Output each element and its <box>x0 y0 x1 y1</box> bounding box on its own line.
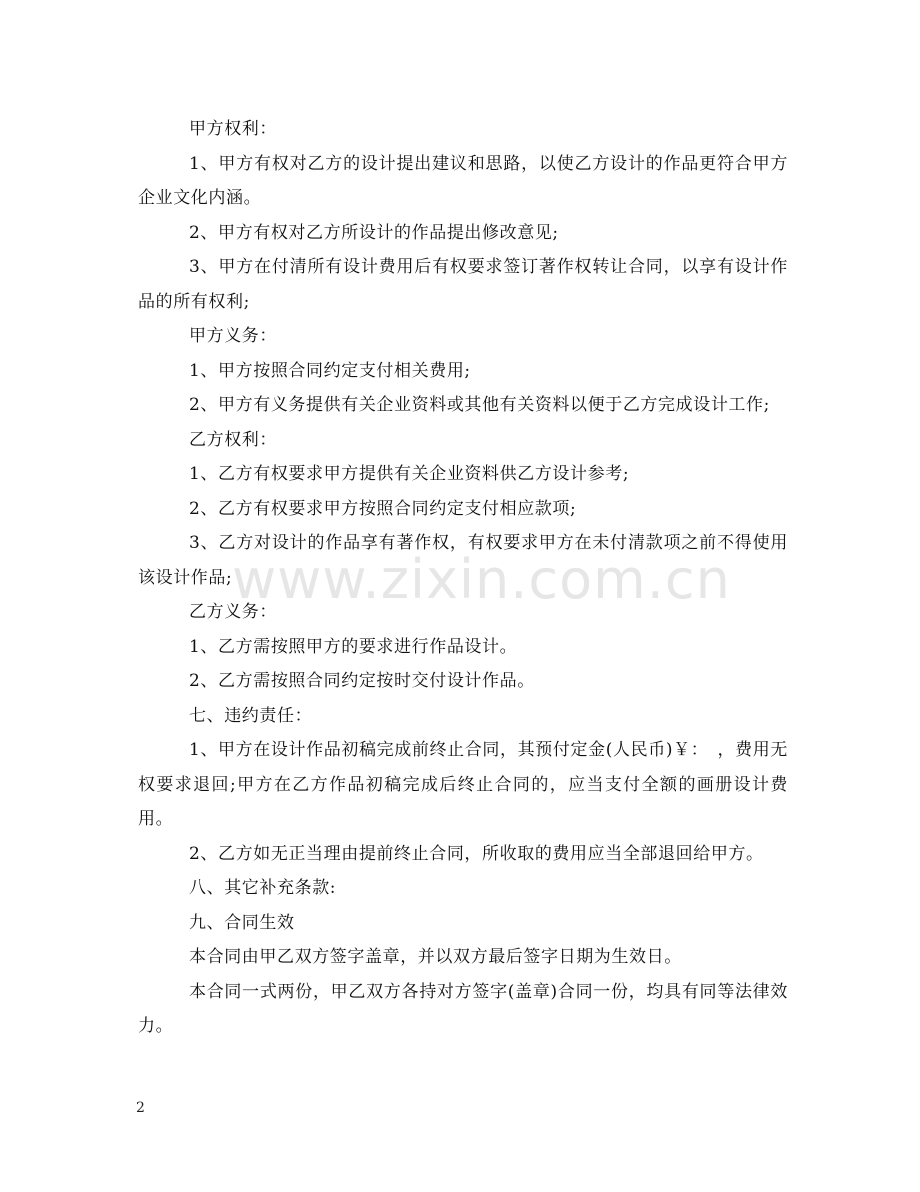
document-body <box>138 112 788 1044</box>
effect-clause-2: 本合同一式两份，甲乙双方各持对方签字(盖章)合同一份，均具有同等法律效力。 <box>138 981 788 1036</box>
section-heading-party-b-duties: 乙方义务： <box>189 602 277 622</box>
section-heading-party-b-rights: 乙方权利： <box>189 429 277 450</box>
party-b-right-2: 2、乙方有权要求甲方按照合同约定支付相应款项; <box>189 498 577 519</box>
section-heading-party-a-rights: 甲方权利： <box>189 119 277 139</box>
party-b-right-1: 1、乙方有权要求甲方提供有关企业资料供乙方设计参考; <box>189 464 630 484</box>
party-a-duty-2: 2、甲方有义务提供有关企业资料或其他有关资料以便于乙方完成设计工作; <box>189 395 770 415</box>
section-heading-supplementary-terms: 八、其它补充条款: <box>189 878 337 898</box>
section-heading-breach-liability: 七、违约责任： <box>189 705 313 726</box>
section-heading-contract-effect: 九、合同生效 <box>189 912 295 933</box>
breach-clause-1: 1、甲方在设计作品初稿完成前终止合同，其预付定金(人民币)￥： ，费用无权要求退回;甲方在乙方作品初稿完成后终止合同的，应当支付全额的画册设计费用。 <box>138 740 788 829</box>
party-b-duty-1: 1、乙方需按照甲方的要求进行作品设计。 <box>189 636 518 657</box>
effect-clause-1: 本合同由甲乙双方签字盖章，并以双方最后签字日期为生效日。 <box>189 947 682 967</box>
party-a-right-2: 2、甲方有权对乙方所设计的作品提出修改意见; <box>189 222 559 243</box>
party-a-duty-1: 1、甲方按照合同约定支付相关费用; <box>189 360 471 381</box>
party-a-right-3: 3、甲方在付清所有设计费用后有权要求签订著作权转让合同，以享有设计作品的所有权利; <box>138 257 788 312</box>
watermark-text: www.zixin.com.cn <box>232 548 731 611</box>
section-heading-party-a-duties: 甲方义务： <box>189 326 277 346</box>
party-a-right-1: 1、甲方有权对乙方的设计提出建议和思路，以使乙方设计的作品更符合甲方企业文化内涵。 <box>138 153 788 208</box>
party-b-duty-2: 2、乙方需按照合同约定按时交付设计作品。 <box>189 671 535 691</box>
page-number: 2 <box>136 1100 145 1116</box>
party-b-right-3: 3、乙方对设计的作品享有著作权，有权要求甲方在未付清款项之前不得使用该设计作品; <box>138 533 788 588</box>
breach-clause-2: 2、乙方如无正当理由提前终止合同，所收取的费用应当全部退回给甲方。 <box>189 843 764 864</box>
